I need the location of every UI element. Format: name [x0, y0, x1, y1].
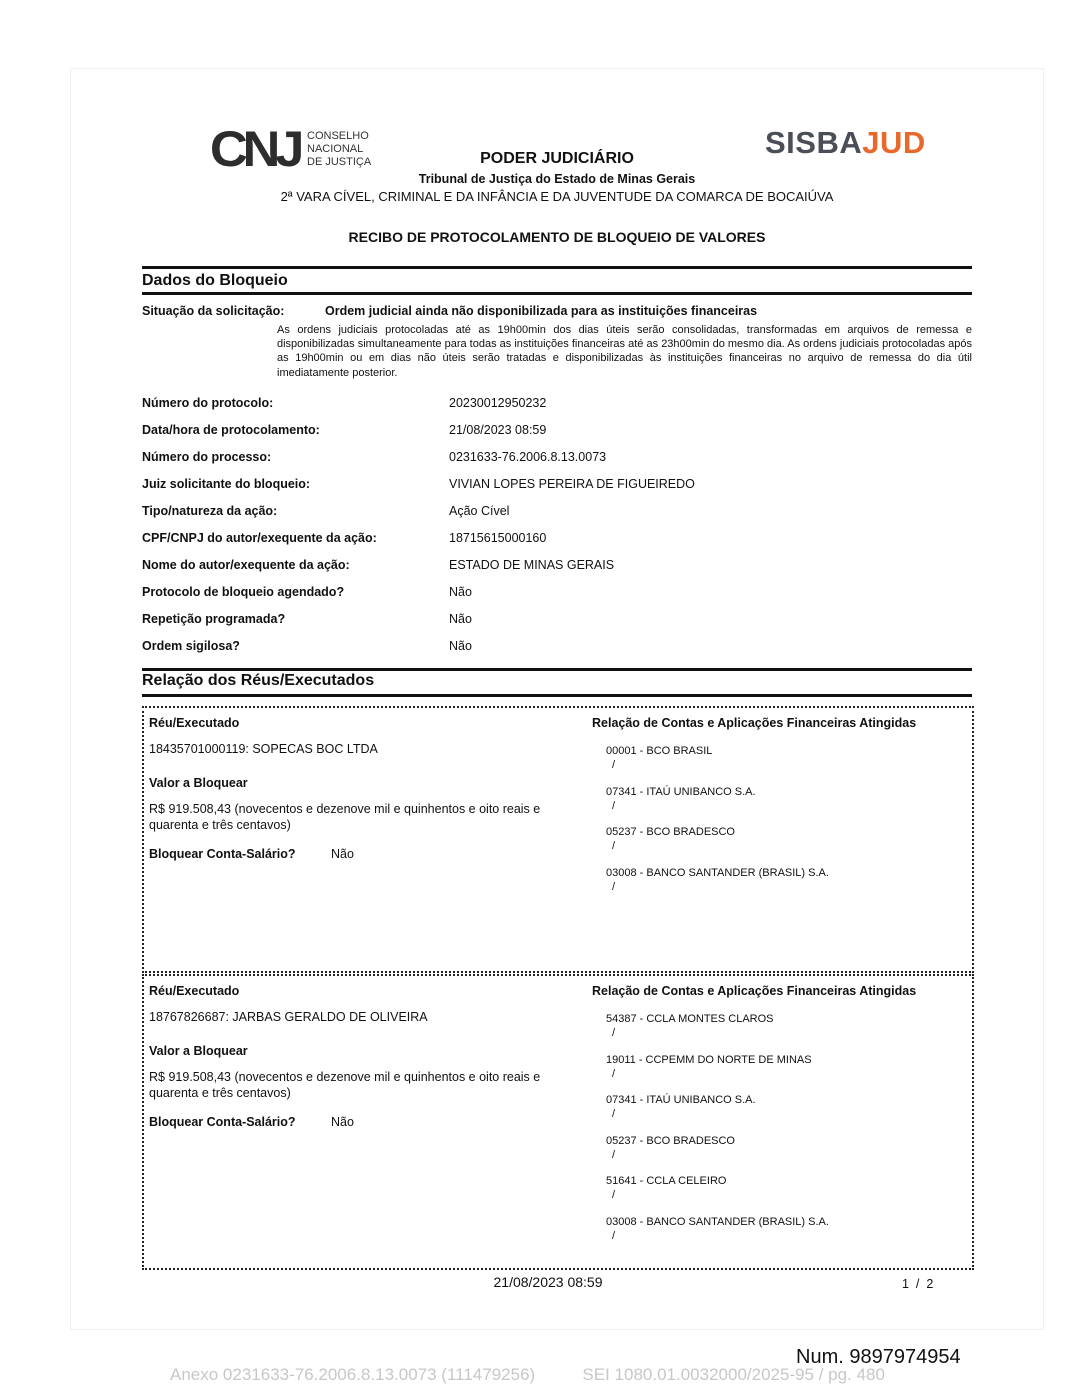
document-title: RECIBO DE PROTOCOLAMENTO DE BLOQUEIO DE VALORES — [348, 229, 766, 245]
section-title-reus: Relação dos Réus/Executados — [142, 672, 375, 689]
info-row: Nome do autor/exequente da ação: ESTADO DE MINAS GERAIS — [142, 558, 615, 572]
valor-value: R$ 919.508,43 (novecentos e dezenove mil e quinhentos e oito reais e quarenta e três centavos) — [149, 1070, 541, 1100]
footer-date: 21/08/2023 08:59 — [493, 1274, 603, 1290]
list-item: 19011 - CCPEMM DO NORTE DE MINAS / — [606, 1053, 812, 1080]
reu-label: Réu/Executado — [149, 716, 240, 730]
cnj-logo-text: CONSELHO NACIONAL DE JUSTIÇA — [307, 129, 372, 168]
list-item: 54387 - CCLA MONTES CLAROS / — [606, 1013, 774, 1039]
info-row: Número do protocolo: 20230012950232 — [142, 396, 547, 410]
info-row: Número do processo: 0231633-76.2006.8.13.0073 — [142, 450, 607, 464]
situacao-label: Situação da solicitação: — [142, 304, 285, 318]
list-item: 05237 - BCO BRADESCO / — [606, 1134, 735, 1161]
conta-salario-value: Não — [331, 1115, 354, 1129]
list-item: 07341 - ITAÚ UNIBANCO S.A. / — [606, 785, 756, 812]
reu-value: 18435701000119: SOPECAS BOC LTDA — [149, 742, 378, 756]
list-item: 03008 - BANCO SANTANDER (BRASIL) S.A. / — [606, 1215, 829, 1242]
accounts-label: Relação de Contas e Aplicações Financeiras Atingidas — [592, 984, 917, 998]
info-row: Ordem sigilosa? Não — [142, 639, 472, 653]
reu-value: 18767826687: JARBAS GERALDO DE OLIVEIRA — [149, 1010, 428, 1024]
valor-label: Valor a Bloquear — [149, 1044, 248, 1058]
reu-card — [142, 974, 974, 1270]
header-poder: PODER JUDICIÁRIO — [480, 150, 634, 167]
valor-value: R$ 919.508,43 (novecentos e dezenove mil e quinhentos e oito reais e quarenta e três centavos) — [149, 802, 541, 832]
section-title-dados: Dados do Bloqueio — [142, 272, 288, 289]
list-item: 00001 - BCO BRASIL / — [606, 745, 713, 771]
divider — [142, 292, 972, 295]
list-item: 03008 - BANCO SANTANDER (BRASIL) S.A. / — [606, 866, 829, 893]
divider — [142, 266, 972, 269]
situacao-value: Ordem judicial ainda não disponibilizada para as instituições financeiras — [325, 304, 758, 318]
conta-salario-value: Não — [331, 847, 354, 861]
sisbajud-logo: SISBAJUD — [765, 125, 926, 160]
situacao-description: As ordens judiciais protocoladas até as 19h00min dos dias úteis serão consolidadas, transformadas em arquivos de remessa e disponibilizadas simultaneamente para todas as instituições financeiras até as 23h00min do mesmo dia. As ordens judiciais protocoladas após as 19h00min ou em dias não úteis serão tratadas e disponibilizadas às instituições financeiras no arquivo de remessa do dia útil imediatamente posterior. — [277, 324, 972, 379]
cnj-logo-mark: CNJ — [209, 121, 300, 177]
accounts-list — [606, 744, 829, 906]
accounts-list — [606, 1012, 829, 1255]
divider — [142, 694, 972, 697]
info-row: Repetição programada? Não — [142, 612, 472, 626]
anexo-watermark: Anexo 0231633-76.2006.8.13.0073 (111479256) SEI 1080.01.0032000/2025-95 / pg. 480 — [170, 1365, 885, 1384]
info-row: CPF/CNPJ do autor/exequente da ação: 18715615000160 — [142, 531, 547, 545]
header-vara: 2ª VARA CÍVEL, CRIMINAL E DA INFÂNCIA E DA JUVENTUDE DA COMARCA DE BOCAIÚVA — [280, 189, 834, 204]
divider — [142, 668, 972, 671]
info-row: Protocolo de bloqueio agendado? Não — [142, 585, 472, 599]
list-item: 07341 - ITAÚ UNIBANCO S.A. / — [606, 1094, 756, 1120]
document-number: Num. 9897974954 — [796, 1346, 961, 1368]
reu-card — [142, 706, 974, 973]
info-row: Tipo/natureza da ação: Ação Cível — [142, 504, 510, 518]
reu-label: Réu/Executado — [149, 984, 240, 998]
list-item: 05237 - BCO BRADESCO / — [606, 826, 735, 852]
valor-label: Valor a Bloquear — [149, 776, 248, 790]
conta-salario-label: Bloquear Conta-Salário? — [149, 1115, 296, 1129]
list-item: 51641 - CCLA CELEIRO / — [606, 1175, 727, 1201]
conta-salario-label: Bloquear Conta-Salário? — [149, 847, 296, 861]
info-row: Data/hora de protocolamento: 21/08/2023 08:59 — [142, 423, 547, 437]
header-tribunal: Tribunal de Justiça do Estado de Minas Gerais — [418, 172, 696, 186]
info-row: Juiz solicitante do bloqueio: VIVIAN LOPES PEREIRA DE FIGUEIREDO — [142, 477, 695, 491]
page-number: 1 / 2 — [902, 1277, 934, 1291]
accounts-label: Relação de Contas e Aplicações Financeiras Atingidas — [592, 716, 917, 730]
